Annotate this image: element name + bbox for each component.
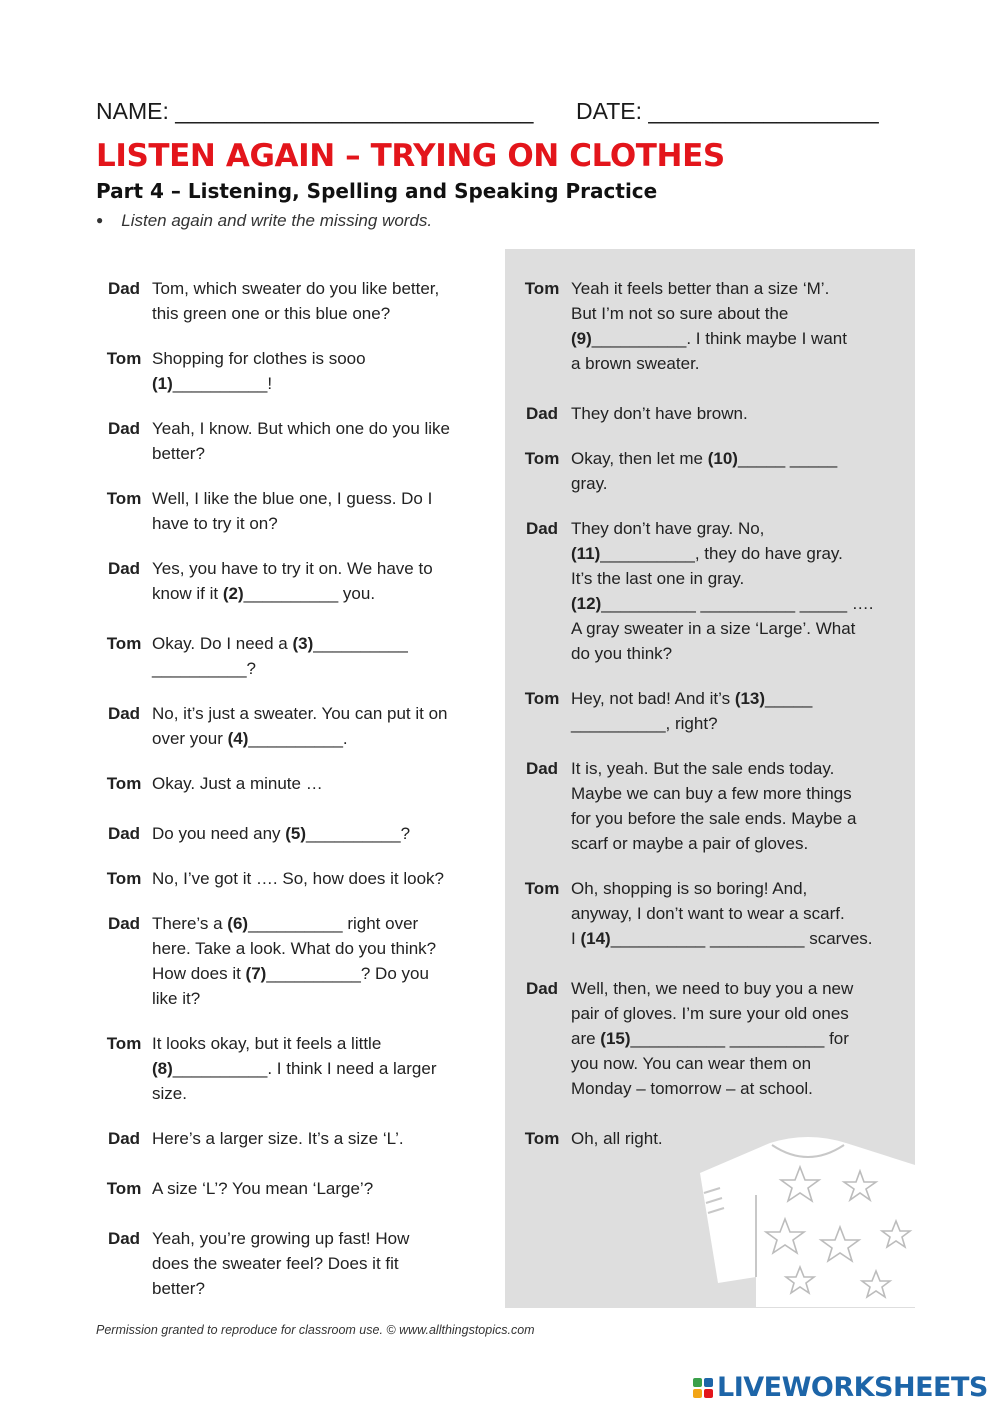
speaker-name: Tom xyxy=(106,634,142,653)
speech-text: Oh, all right. xyxy=(571,1129,663,1148)
speech-text: Tom, which sweater do you like better, this green one or this blue one? xyxy=(152,279,440,323)
dialogue-line xyxy=(96,416,488,466)
dialogue-line xyxy=(96,486,488,536)
dialogue-line xyxy=(96,1226,488,1301)
instruction xyxy=(96,211,432,231)
speaker-name: Tom xyxy=(524,449,560,468)
dialogue-line xyxy=(96,1176,488,1201)
mark-square xyxy=(704,1389,713,1398)
sweater-icon xyxy=(700,1135,915,1307)
speech-text: Yeah, I know. But which one do you like better? xyxy=(152,419,451,463)
speech-text: No, I’ve got it …. So, how does it look? xyxy=(152,869,444,888)
dialogue-line xyxy=(513,516,908,666)
name-field[interactable]: NAME: ____________________________ xyxy=(96,98,534,124)
speech-text: Oh, shopping is so boring! And, anyway, I don’t want to wear a scarf. I (14)__________ __________ scarves. xyxy=(571,879,873,948)
dialogue-line xyxy=(96,556,488,606)
dialogue-line xyxy=(513,1126,908,1151)
dialogue-line xyxy=(513,446,908,496)
worksheet-title: LISTEN AGAIN – TRYING ON CLOTHES xyxy=(96,138,725,174)
speech-text: Well, I like the blue one, I guess. Do I have to try it on? xyxy=(152,489,433,533)
speaker-name: Tom xyxy=(524,1129,560,1148)
speaker-name: Dad xyxy=(107,1129,141,1148)
speech-text: Okay. Do I need a (3)__________ __________? xyxy=(152,634,408,678)
dialogue-line xyxy=(513,401,908,426)
dialogue-line xyxy=(96,1126,488,1151)
speaker-name: Tom xyxy=(106,1034,142,1053)
dialogue-line xyxy=(96,771,488,796)
mark-square xyxy=(693,1389,702,1398)
speech-text: Yeah, you’re growing up fast! How does the sweater feel? Does it fit better? xyxy=(152,1229,410,1298)
liveworksheets-wordmark: LIVEWORKSHEETS xyxy=(717,1372,988,1403)
speaker-name: Tom xyxy=(524,689,560,708)
right-dialogue xyxy=(513,276,908,1151)
liveworksheets-logo[interactable] xyxy=(693,1372,988,1403)
speech-text: Yes, you have to try it on. We have to know if it (2)__________ you. xyxy=(152,559,433,603)
dialogue-line xyxy=(96,346,488,396)
speaker-name: Tom xyxy=(106,774,142,793)
worksheet-subtitle: Part 4 – Listening, Spelling and Speaking Practice xyxy=(96,179,658,203)
speaker-name: Dad xyxy=(107,559,141,578)
speech-text: They don’t have gray. No, (11)__________, they do have gray. It’s the last one in gray. (12)__________ __________ _____ …. A gray sweater in a size ‘Large’. What do you think? xyxy=(571,519,874,663)
dialogue-line xyxy=(513,276,908,376)
speaker-name: Dad xyxy=(525,519,559,538)
liveworksheets-mark-icon xyxy=(693,1378,713,1398)
speech-text: It is, yeah. But the sale ends today. Maybe we can buy a few more things for you before the sale ends. Maybe a scarf or maybe a pair of gloves. xyxy=(571,759,857,853)
speaker-name: Dad xyxy=(525,404,559,423)
speaker-name: Dad xyxy=(107,914,141,933)
speech-text: It looks okay, but it feels a little (8)__________. I think I need a larger size. xyxy=(152,1034,437,1103)
speech-text: Shopping for clothes is sooo (1)__________! xyxy=(152,349,366,393)
bullet-icon: ● xyxy=(96,213,104,227)
dialogue-line xyxy=(96,276,488,326)
copyright-footer: Permission granted to reproduce for classroom use. © www.allthingstopics.com xyxy=(96,1323,535,1337)
dialogue-line xyxy=(96,1031,488,1106)
mark-square xyxy=(693,1378,702,1387)
speech-text: Yeah it feels better than a size ‘M’. But I’m not so sure about the (9)__________. I think maybe I want a brown sweater. xyxy=(571,279,847,373)
dialogue-line xyxy=(513,686,908,736)
speech-text: A size ‘L’? You mean ‘Large’? xyxy=(152,1179,374,1198)
speaker-name: Dad xyxy=(107,704,141,723)
speech-text: There’s a (6)__________ right over here. Take a look. What do you think? How does it (7)__________? Do you like it? xyxy=(152,914,437,1008)
dialogue-line xyxy=(513,876,908,951)
speech-text: Well, then, we need to buy you a new pair of gloves. I’m sure your old ones are (15)__________ __________ for you now. You can wear them on Monday – tomorrow – at school. xyxy=(571,979,854,1098)
speaker-name: Tom xyxy=(106,1179,142,1198)
dialogue-line xyxy=(96,631,488,681)
speech-text: No, it’s just a sweater. You can put it on over your (4)__________. xyxy=(152,704,448,748)
speech-text: Hey, not bad! And it’s (13)_____ __________, right? xyxy=(571,689,813,733)
dialogue-line xyxy=(96,911,488,1011)
speech-text: Here’s a larger size. It’s a size ‘L’. xyxy=(152,1129,404,1148)
mark-square xyxy=(704,1378,713,1387)
instruction-text: Listen again and write the missing words. xyxy=(121,211,433,230)
left-dialogue xyxy=(96,276,488,1301)
speech-text: Do you need any (5)__________? xyxy=(152,824,411,843)
speaker-name: Dad xyxy=(107,1229,141,1248)
dialogue-line xyxy=(513,976,908,1101)
speaker-name: Dad xyxy=(525,979,559,998)
speaker-name: Tom xyxy=(106,349,142,368)
speaker-name: Dad xyxy=(107,419,141,438)
speech-text: Okay. Just a minute … xyxy=(152,774,323,793)
dialogue-line xyxy=(96,701,488,751)
speaker-name: Tom xyxy=(524,879,560,898)
dialogue-line xyxy=(96,866,488,891)
speaker-name: Tom xyxy=(524,279,560,298)
speaker-name: Dad xyxy=(525,759,559,778)
speech-text: They don’t have brown. xyxy=(571,404,748,423)
speaker-name: Tom xyxy=(106,869,142,888)
speaker-name: Tom xyxy=(106,489,142,508)
dialogue-line xyxy=(96,821,488,846)
speaker-name: Dad xyxy=(107,279,141,298)
dialogue-line xyxy=(513,756,908,856)
date-field[interactable]: DATE: __________________ xyxy=(576,98,879,124)
speaker-name: Dad xyxy=(107,824,141,843)
speech-text: Okay, then let me (10)_____ _____ gray. xyxy=(571,449,838,493)
